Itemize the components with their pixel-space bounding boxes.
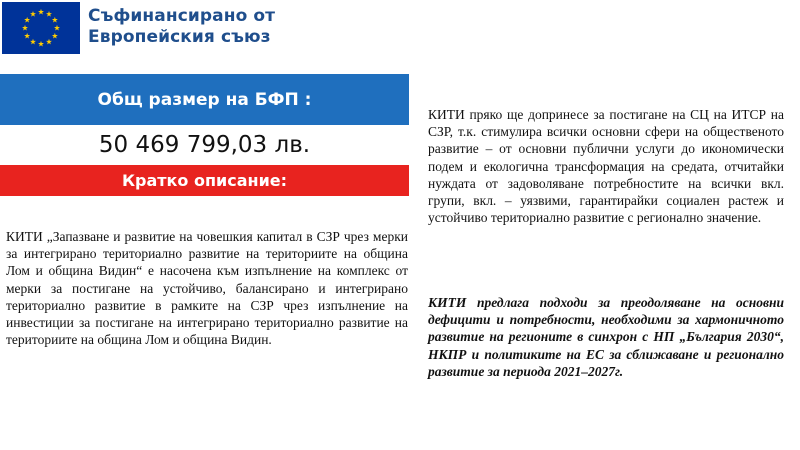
description-label: Кратко описание: [121,171,288,190]
right-paragraph-2: КИТИ предлага подходи за преодоляване на основни дефицити и потребности, необходими за хармоничното развитие на регионите в синхрон с НП „България 2030“, НКПР и политиките на ЕС за сближаване и регионално развитие за периода 2021–2027г. [428,295,784,379]
eu-text-line2: Европейския съюз [88,27,271,47]
left-description-paragraph: КИТИ „Запазване и развитие на човешкия капитал в СЗР чрез мерки за интегрирано териториално развитие на териториите на община Лом и община Видин“ е насочена към изпълнение на комплекс от мерки за постигане на устойчиво, балансирано и интегрирано териториално развитие в рамките на СЗР чрез изпълнение на инвестиции за постигане на интегрирано териториално развитие на териториите на община Лом и община Видин. [6,229,408,348]
description-label-band [0,165,409,196]
bfp-label-band [0,74,409,125]
eu-text-line1: Съфинансирано от [88,6,276,26]
bfp-label: Общ размер на БФП : [97,89,312,110]
eu-flag-logo [2,2,80,54]
right-paragraph-1: КИТИ пряко ще допринесе за постигане на СЦ на ИТСР на СЗР, т.к. стимулира всички основни сфери на общественото развитие – от основни публични услуги до икономически подем и екологична трансформация на средата, отчитайки нуждата от задоволяване потребностите на всички вкл. групи, вкл. – уязвими, гарантирайки социален растеж и устойчиво териториално развитие с регионално значение. [428,107,784,226]
bfp-amount: 50 469 799,03 лв. [98,132,311,158]
eu-cofunded-text [88,6,275,48]
